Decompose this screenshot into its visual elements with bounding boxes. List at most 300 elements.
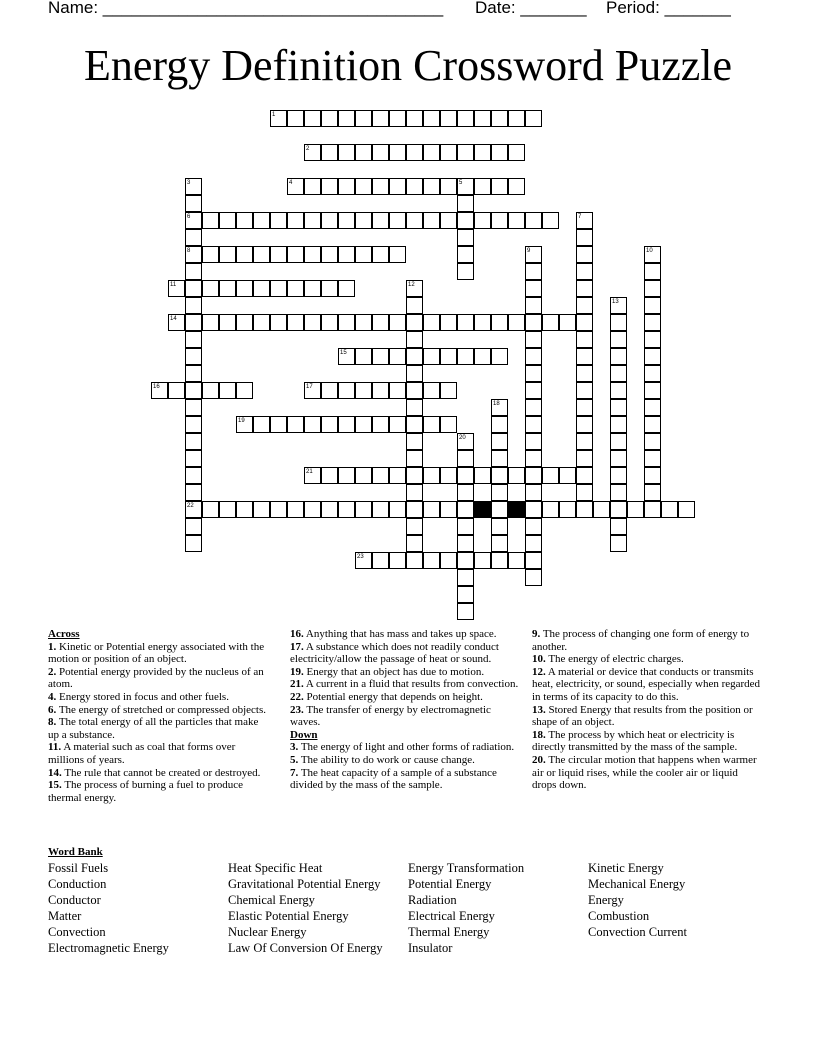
crossword-cell[interactable] (474, 467, 491, 484)
crossword-cell[interactable] (406, 348, 423, 365)
crossword-cell[interactable] (168, 382, 185, 399)
crossword-cell[interactable] (406, 450, 423, 467)
crossword-cell[interactable] (185, 518, 202, 535)
crossword-cell[interactable] (185, 297, 202, 314)
crossword-cell[interactable] (491, 399, 508, 416)
crossword-cell[interactable] (423, 178, 440, 195)
crossword-cell[interactable] (644, 246, 661, 263)
crossword-cell[interactable] (185, 246, 202, 263)
crossword-cell[interactable] (457, 246, 474, 263)
crossword-cell[interactable] (457, 110, 474, 127)
crossword-cell[interactable] (491, 110, 508, 127)
crossword-cell[interactable] (185, 195, 202, 212)
crossword-cell[interactable] (304, 314, 321, 331)
crossword-cell[interactable] (576, 382, 593, 399)
crossword-cell[interactable] (406, 297, 423, 314)
crossword-cell[interactable] (338, 246, 355, 263)
crossword-cell[interactable] (474, 314, 491, 331)
crossword-cell[interactable] (525, 212, 542, 229)
crossword-cell[interactable] (321, 501, 338, 518)
crossword-cell[interactable] (644, 331, 661, 348)
crossword-cell[interactable] (304, 144, 321, 161)
crossword-cell[interactable] (236, 416, 253, 433)
crossword-cell[interactable] (457, 569, 474, 586)
crossword-cell[interactable] (185, 535, 202, 552)
crossword-cell[interactable] (304, 382, 321, 399)
crossword-cell[interactable] (525, 569, 542, 586)
crossword-cell[interactable] (338, 110, 355, 127)
crossword-cell[interactable] (355, 314, 372, 331)
crossword-cell[interactable] (355, 416, 372, 433)
crossword-cell[interactable] (372, 416, 389, 433)
crossword-cell[interactable] (474, 110, 491, 127)
crossword-cell[interactable] (610, 433, 627, 450)
crossword-cell[interactable] (304, 280, 321, 297)
crossword-cell[interactable] (321, 246, 338, 263)
crossword-cell[interactable] (185, 501, 202, 518)
crossword-cell[interactable] (406, 144, 423, 161)
crossword-cell[interactable] (491, 212, 508, 229)
crossword-cell[interactable] (355, 178, 372, 195)
crossword-cell[interactable] (406, 433, 423, 450)
crossword-cell[interactable] (287, 178, 304, 195)
crossword-cell[interactable] (576, 212, 593, 229)
crossword-cell[interactable] (508, 212, 525, 229)
crossword-cell[interactable] (644, 382, 661, 399)
crossword-cell[interactable] (457, 467, 474, 484)
crossword-cell[interactable] (576, 297, 593, 314)
crossword-cell[interactable] (372, 467, 389, 484)
crossword-cell[interactable] (270, 416, 287, 433)
crossword-cell[interactable] (321, 212, 338, 229)
crossword-cell[interactable] (338, 280, 355, 297)
crossword-cell[interactable] (525, 450, 542, 467)
crossword-cell[interactable] (440, 144, 457, 161)
crossword-cell[interactable] (610, 348, 627, 365)
crossword-cell[interactable] (525, 518, 542, 535)
crossword-cell[interactable] (457, 450, 474, 467)
crossword-cell[interactable] (678, 501, 695, 518)
crossword-cell[interactable] (355, 552, 372, 569)
crossword-cell[interactable] (372, 246, 389, 263)
crossword-cell[interactable] (253, 501, 270, 518)
crossword-cell[interactable] (440, 382, 457, 399)
crossword-cell[interactable] (355, 467, 372, 484)
crossword-cell[interactable] (508, 178, 525, 195)
crossword-cell[interactable] (321, 382, 338, 399)
crossword-cell[interactable] (457, 501, 474, 518)
crossword-cell[interactable] (491, 501, 508, 518)
crossword-cell[interactable] (593, 501, 610, 518)
crossword-cell[interactable] (355, 348, 372, 365)
crossword-cell[interactable] (644, 484, 661, 501)
crossword-cell[interactable] (542, 314, 559, 331)
crossword-cell[interactable] (491, 450, 508, 467)
crossword-cell[interactable] (525, 535, 542, 552)
crossword-cell[interactable] (321, 144, 338, 161)
crossword-cell[interactable] (406, 178, 423, 195)
crossword-cell[interactable] (219, 246, 236, 263)
crossword-cell[interactable] (576, 399, 593, 416)
crossword-cell[interactable] (525, 246, 542, 263)
crossword-cell[interactable] (185, 348, 202, 365)
crossword-cell[interactable] (525, 297, 542, 314)
crossword-cell[interactable] (610, 518, 627, 535)
name-field[interactable]: Name: ____________________________________ (48, 0, 444, 17)
crossword-cell[interactable] (185, 484, 202, 501)
crossword-cell[interactable] (423, 212, 440, 229)
crossword-cell[interactable] (202, 280, 219, 297)
crossword-cell[interactable] (185, 280, 202, 297)
crossword-cell[interactable] (457, 195, 474, 212)
crossword-cell[interactable] (406, 484, 423, 501)
crossword-cell[interactable] (202, 314, 219, 331)
crossword-cell[interactable] (644, 365, 661, 382)
crossword-cell[interactable] (457, 314, 474, 331)
crossword-cell[interactable] (372, 348, 389, 365)
crossword-cell[interactable] (559, 501, 576, 518)
crossword-cell[interactable] (576, 484, 593, 501)
crossword-cell[interactable] (576, 365, 593, 382)
crossword-cell[interactable] (185, 382, 202, 399)
crossword-cell[interactable] (185, 365, 202, 382)
crossword-cell[interactable] (287, 280, 304, 297)
crossword-cell[interactable] (202, 246, 219, 263)
crossword-cell[interactable] (287, 212, 304, 229)
crossword-cell[interactable] (338, 314, 355, 331)
crossword-cell[interactable] (474, 144, 491, 161)
crossword-cell[interactable] (491, 535, 508, 552)
crossword-cell[interactable] (406, 501, 423, 518)
crossword-cell[interactable] (508, 110, 525, 127)
crossword-cell[interactable] (491, 178, 508, 195)
crossword-cell[interactable] (236, 212, 253, 229)
crossword-cell[interactable] (321, 314, 338, 331)
crossword-cell[interactable] (202, 382, 219, 399)
crossword-cell[interactable] (372, 314, 389, 331)
crossword-cell[interactable] (491, 552, 508, 569)
crossword-cell[interactable] (474, 212, 491, 229)
crossword-cell[interactable] (576, 314, 593, 331)
crossword-cell[interactable] (610, 416, 627, 433)
crossword-cell[interactable] (406, 280, 423, 297)
crossword-cell[interactable] (338, 501, 355, 518)
crossword-cell[interactable] (610, 399, 627, 416)
crossword-cell[interactable] (644, 280, 661, 297)
crossword-cell[interactable] (168, 314, 185, 331)
crossword-cell[interactable] (389, 314, 406, 331)
crossword-cell[interactable] (440, 110, 457, 127)
crossword-cell[interactable] (491, 433, 508, 450)
crossword-cell[interactable] (151, 382, 168, 399)
crossword-cell[interactable] (423, 552, 440, 569)
crossword-cell[interactable] (389, 144, 406, 161)
crossword-cell[interactable] (661, 501, 678, 518)
crossword-cell[interactable] (610, 382, 627, 399)
crossword-cell[interactable] (304, 246, 321, 263)
crossword-cell[interactable] (185, 314, 202, 331)
crossword-cell[interactable] (525, 263, 542, 280)
crossword-cell[interactable] (576, 501, 593, 518)
crossword-cell[interactable] (423, 314, 440, 331)
crossword-cell[interactable] (406, 331, 423, 348)
crossword-cell[interactable] (525, 399, 542, 416)
crossword-cell[interactable] (542, 212, 559, 229)
crossword-cell[interactable] (525, 501, 542, 518)
crossword-cell[interactable] (576, 348, 593, 365)
crossword-cell[interactable] (525, 110, 542, 127)
crossword-cell[interactable] (321, 110, 338, 127)
crossword-cell[interactable] (440, 314, 457, 331)
crossword-cell[interactable] (576, 229, 593, 246)
crossword-cell[interactable] (576, 263, 593, 280)
crossword-cell[interactable] (525, 348, 542, 365)
crossword-cell[interactable] (474, 552, 491, 569)
crossword-cell[interactable] (610, 535, 627, 552)
crossword-cell[interactable] (406, 535, 423, 552)
crossword-cell[interactable] (321, 178, 338, 195)
crossword-cell[interactable] (236, 501, 253, 518)
crossword-cell[interactable] (525, 552, 542, 569)
crossword-cell[interactable] (457, 348, 474, 365)
crossword-cell[interactable] (525, 467, 542, 484)
crossword-cell[interactable] (644, 263, 661, 280)
crossword-cell[interactable] (406, 399, 423, 416)
crossword-cell[interactable] (270, 212, 287, 229)
crossword-cell[interactable] (610, 450, 627, 467)
crossword-cell[interactable] (491, 348, 508, 365)
crossword-cell[interactable] (185, 450, 202, 467)
crossword-cell[interactable] (185, 416, 202, 433)
crossword-cell[interactable] (508, 552, 525, 569)
crossword-cell[interactable] (576, 433, 593, 450)
crossword-cell[interactable] (236, 314, 253, 331)
crossword-cell[interactable] (423, 382, 440, 399)
crossword-cell[interactable] (338, 348, 355, 365)
crossword-cell[interactable] (491, 314, 508, 331)
crossword-cell[interactable] (440, 552, 457, 569)
crossword-cell[interactable] (185, 433, 202, 450)
crossword-cell[interactable] (525, 382, 542, 399)
crossword-cell[interactable] (457, 178, 474, 195)
crossword-cell[interactable] (491, 144, 508, 161)
crossword-cell[interactable] (304, 178, 321, 195)
crossword-cell[interactable] (576, 467, 593, 484)
crossword-cell[interactable] (457, 229, 474, 246)
crossword-cell[interactable] (304, 501, 321, 518)
crossword-cell[interactable] (644, 467, 661, 484)
crossword-cell[interactable] (457, 552, 474, 569)
crossword-cell[interactable] (457, 484, 474, 501)
crossword-cell[interactable] (321, 280, 338, 297)
crossword-cell[interactable] (406, 518, 423, 535)
crossword-cell[interactable] (372, 178, 389, 195)
crossword-cell[interactable] (321, 467, 338, 484)
crossword-cell[interactable] (457, 212, 474, 229)
crossword-cell[interactable] (389, 178, 406, 195)
crossword-cell[interactable] (440, 348, 457, 365)
crossword-cell[interactable] (474, 348, 491, 365)
crossword-cell[interactable] (627, 501, 644, 518)
crossword-cell[interactable] (287, 501, 304, 518)
crossword-cell[interactable] (270, 246, 287, 263)
crossword-cell[interactable] (423, 144, 440, 161)
crossword-cell[interactable] (610, 484, 627, 501)
period-field[interactable]: Period: _______ (606, 0, 731, 17)
crossword-cell[interactable] (457, 603, 474, 620)
crossword-cell[interactable] (610, 297, 627, 314)
crossword-cell[interactable] (355, 144, 372, 161)
crossword-cell[interactable] (270, 280, 287, 297)
crossword-cell[interactable] (610, 467, 627, 484)
crossword-cell[interactable] (423, 110, 440, 127)
crossword-cell[interactable] (202, 501, 219, 518)
crossword-cell[interactable] (355, 246, 372, 263)
crossword-cell[interactable] (610, 365, 627, 382)
crossword-cell[interactable] (508, 314, 525, 331)
crossword-cell[interactable] (406, 416, 423, 433)
crossword-cell[interactable] (355, 382, 372, 399)
crossword-cell[interactable] (338, 382, 355, 399)
crossword-cell[interactable] (423, 348, 440, 365)
crossword-cell[interactable] (287, 314, 304, 331)
crossword-cell[interactable] (440, 467, 457, 484)
crossword-cell[interactable] (644, 501, 661, 518)
crossword-cell[interactable] (508, 144, 525, 161)
crossword-cell[interactable] (287, 110, 304, 127)
crossword-cell[interactable] (185, 212, 202, 229)
crossword-cell[interactable] (389, 348, 406, 365)
crossword-cell[interactable] (338, 144, 355, 161)
crossword-cell[interactable] (168, 280, 185, 297)
crossword-cell[interactable] (440, 501, 457, 518)
crossword-cell[interactable] (644, 399, 661, 416)
crossword-cell[interactable] (389, 501, 406, 518)
crossword-cell[interactable] (610, 314, 627, 331)
crossword-cell[interactable] (338, 212, 355, 229)
crossword-cell[interactable] (219, 212, 236, 229)
crossword-cell[interactable] (440, 178, 457, 195)
crossword-cell[interactable] (644, 433, 661, 450)
crossword-cell[interactable] (406, 382, 423, 399)
crossword-cell[interactable] (457, 518, 474, 535)
crossword-cell[interactable] (338, 467, 355, 484)
crossword-cell[interactable] (253, 212, 270, 229)
crossword-cell[interactable] (287, 246, 304, 263)
crossword-cell[interactable] (423, 416, 440, 433)
crossword-cell[interactable] (576, 280, 593, 297)
crossword-cell[interactable] (389, 382, 406, 399)
crossword-cell[interactable] (185, 331, 202, 348)
crossword-cell[interactable] (355, 501, 372, 518)
crossword-cell[interactable] (304, 110, 321, 127)
crossword-cell[interactable] (542, 501, 559, 518)
crossword-cell[interactable] (389, 552, 406, 569)
crossword-cell[interactable] (321, 416, 338, 433)
crossword-cell[interactable] (338, 416, 355, 433)
crossword-cell[interactable] (406, 365, 423, 382)
crossword-cell[interactable] (406, 110, 423, 127)
crossword-cell[interactable] (372, 212, 389, 229)
crossword-cell[interactable] (644, 314, 661, 331)
crossword-cell[interactable] (610, 501, 627, 518)
crossword-cell[interactable] (525, 484, 542, 501)
crossword-cell[interactable] (559, 467, 576, 484)
crossword-cell[interactable] (338, 178, 355, 195)
crossword-cell[interactable] (440, 212, 457, 229)
crossword-cell[interactable] (389, 416, 406, 433)
date-field[interactable]: Date: _______ (475, 0, 587, 17)
crossword-cell[interactable] (440, 416, 457, 433)
crossword-cell[interactable] (219, 314, 236, 331)
crossword-cell[interactable] (610, 331, 627, 348)
crossword-cell[interactable] (457, 586, 474, 603)
crossword-cell[interactable] (525, 280, 542, 297)
crossword-cell[interactable] (576, 416, 593, 433)
crossword-cell[interactable] (525, 433, 542, 450)
crossword-cell[interactable] (219, 501, 236, 518)
crossword-cell[interactable] (491, 467, 508, 484)
crossword-cell[interactable] (576, 450, 593, 467)
crossword-cell[interactable] (372, 552, 389, 569)
crossword-cell[interactable] (355, 110, 372, 127)
crossword-cell[interactable] (253, 416, 270, 433)
crossword-cell[interactable] (389, 212, 406, 229)
crossword-cell[interactable] (236, 246, 253, 263)
crossword-cell[interactable] (236, 280, 253, 297)
crossword-cell[interactable] (508, 467, 525, 484)
crossword-cell[interactable] (457, 535, 474, 552)
crossword-cell[interactable] (287, 416, 304, 433)
crossword-cell[interactable] (270, 110, 287, 127)
crossword-cell[interactable] (304, 416, 321, 433)
crossword-cell[interactable] (406, 552, 423, 569)
crossword-cell[interactable] (185, 263, 202, 280)
crossword-cell[interactable] (253, 314, 270, 331)
crossword-cell[interactable] (185, 467, 202, 484)
crossword-cell[interactable] (219, 280, 236, 297)
crossword-cell[interactable] (457, 144, 474, 161)
crossword-cell[interactable] (389, 467, 406, 484)
crossword-cell[interactable] (644, 297, 661, 314)
crossword-cell[interactable] (304, 467, 321, 484)
crossword-cell[interactable] (389, 246, 406, 263)
crossword-cell[interactable] (644, 450, 661, 467)
crossword-cell[interactable] (457, 263, 474, 280)
crossword-cell[interactable] (355, 212, 372, 229)
crossword-cell[interactable] (253, 246, 270, 263)
crossword-cell[interactable] (406, 212, 423, 229)
crossword-cell[interactable] (576, 246, 593, 263)
crossword-cell[interactable] (644, 416, 661, 433)
crossword-cell[interactable] (185, 399, 202, 416)
crossword-cell[interactable] (219, 382, 236, 399)
crossword-cell[interactable] (270, 501, 287, 518)
crossword-cell[interactable] (457, 433, 474, 450)
crossword-cell[interactable] (270, 314, 287, 331)
crossword-cell[interactable] (406, 467, 423, 484)
crossword-cell[interactable] (525, 314, 542, 331)
crossword-cell[interactable] (474, 178, 491, 195)
crossword-cell[interactable] (525, 331, 542, 348)
crossword-cell[interactable] (423, 467, 440, 484)
crossword-cell[interactable] (372, 382, 389, 399)
crossword-cell[interactable] (372, 144, 389, 161)
crossword-cell[interactable] (185, 229, 202, 246)
crossword-cell[interactable] (644, 348, 661, 365)
crossword-cell[interactable] (406, 314, 423, 331)
crossword-cell[interactable] (559, 314, 576, 331)
